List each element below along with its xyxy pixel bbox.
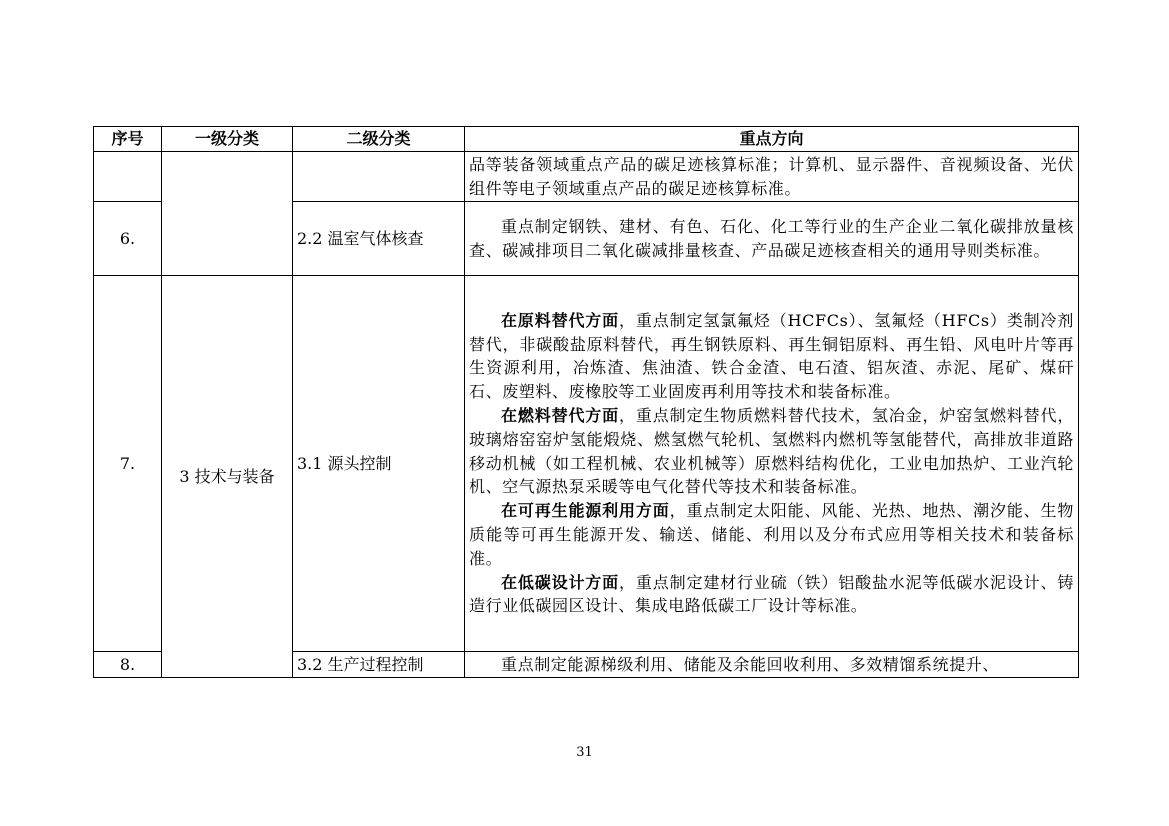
paragraph-text: ，重点制定生物质燃料替代技术，氢冶金，炉窑氢燃料替代，玻璃熔窑窑炉氢能煅烧、燃氢燃气轮机、氢燃料内燃机等氢能替代，高排放非道路移动机械（如工程机械、农业机械等）原燃料结构优化，工业电加热炉、工业汽轮机、空气源热泵采暖等电气化替代等技术和装备标准。 bbox=[469, 406, 1075, 497]
table-row-continued bbox=[94, 152, 1079, 202]
direction-text: 重点制定钢铁、建材、有色、石化、化工等行业的生产企业二氧化碳排放量核查、碳减排项目二氧化碳减排量核查、产品碳足迹核查相关的通用导则类标准。 bbox=[469, 216, 1074, 260]
header-cat1: 一级分类 bbox=[162, 127, 293, 152]
paragraph-text: ，重点制定氢氯氟烃（HCFCs）、氢氟烃（HFCs）类制冷剂替代，非碳酸盐原料替代，再生钢铁原料、再生铜铝原料、再生铅、风电叶片等再生资源利用，冶炼渣、焦油渣、铁合金渣、电石渣、铝灰渣、赤泥、尾矿、煤矸石、废塑料、废橡胶等工业固废再利用等技术和装备标准。 bbox=[469, 310, 1075, 402]
cat1-cell bbox=[162, 152, 293, 276]
bold-lead: 在低碳设计方面 bbox=[501, 572, 620, 592]
cat1-cell: 3 技术与装备 bbox=[162, 276, 293, 678]
direction-cell bbox=[465, 652, 1079, 678]
seq-cell: 7. bbox=[94, 276, 162, 652]
paragraph-raw-material bbox=[469, 309, 1074, 404]
direction-text: 品等装备领域重点产品的碳足迹核算标准；计算机、显示器件、音视频设备、光伏组件等电子领域重点产品的碳足迹核算标准。 bbox=[469, 154, 1074, 198]
header-direction: 重点方向 bbox=[465, 127, 1079, 152]
header-seq: 序号 bbox=[94, 127, 162, 152]
direction-cell bbox=[465, 202, 1079, 276]
cat2-cell: 2.2 温室气体核查 bbox=[293, 202, 465, 276]
paragraph-text: ，重点制定太阳能、风能、光热、地热、潮汐能、生物质能等可再生能源开发、输送、储能、利用以及分布式应用等相关技术和装备标准。 bbox=[469, 501, 1074, 568]
paragraph-low-carbon-design bbox=[469, 571, 1074, 619]
seq-cell: 8. bbox=[94, 652, 162, 678]
standards-table bbox=[93, 126, 1079, 678]
header-row bbox=[94, 127, 1079, 152]
paragraph-fuel bbox=[469, 404, 1074, 499]
bold-lead: 在原料替代方面 bbox=[501, 310, 620, 330]
seq-cell: 6. bbox=[94, 202, 162, 276]
bold-lead: 在燃料替代方面 bbox=[501, 406, 620, 425]
page-number: 31 bbox=[576, 745, 593, 760]
header-cat2: 二级分类 bbox=[293, 127, 465, 152]
direction-cell bbox=[465, 276, 1079, 652]
direction-text: 重点制定能源梯级利用、储能及余能回收利用、多效精馏系统提升、 bbox=[501, 654, 1000, 674]
cat2-cell bbox=[293, 152, 465, 202]
bold-lead: 在可再生能源利用方面 bbox=[501, 501, 670, 521]
paragraph-renewable bbox=[469, 499, 1074, 570]
paragraph-text: ，重点制定建材行业硫（铁）铝酸盐水泥等低碳水泥设计、铸造行业低碳园区设计、集成电路低碳工厂设计等标准。 bbox=[469, 572, 1075, 616]
cat2-cell: 3.1 源头控制 bbox=[293, 276, 465, 652]
cat2-cell: 3.2 生产过程控制 bbox=[293, 652, 465, 678]
direction-cell bbox=[465, 152, 1079, 202]
table-row-7 bbox=[94, 276, 1079, 652]
seq-cell bbox=[94, 152, 162, 202]
